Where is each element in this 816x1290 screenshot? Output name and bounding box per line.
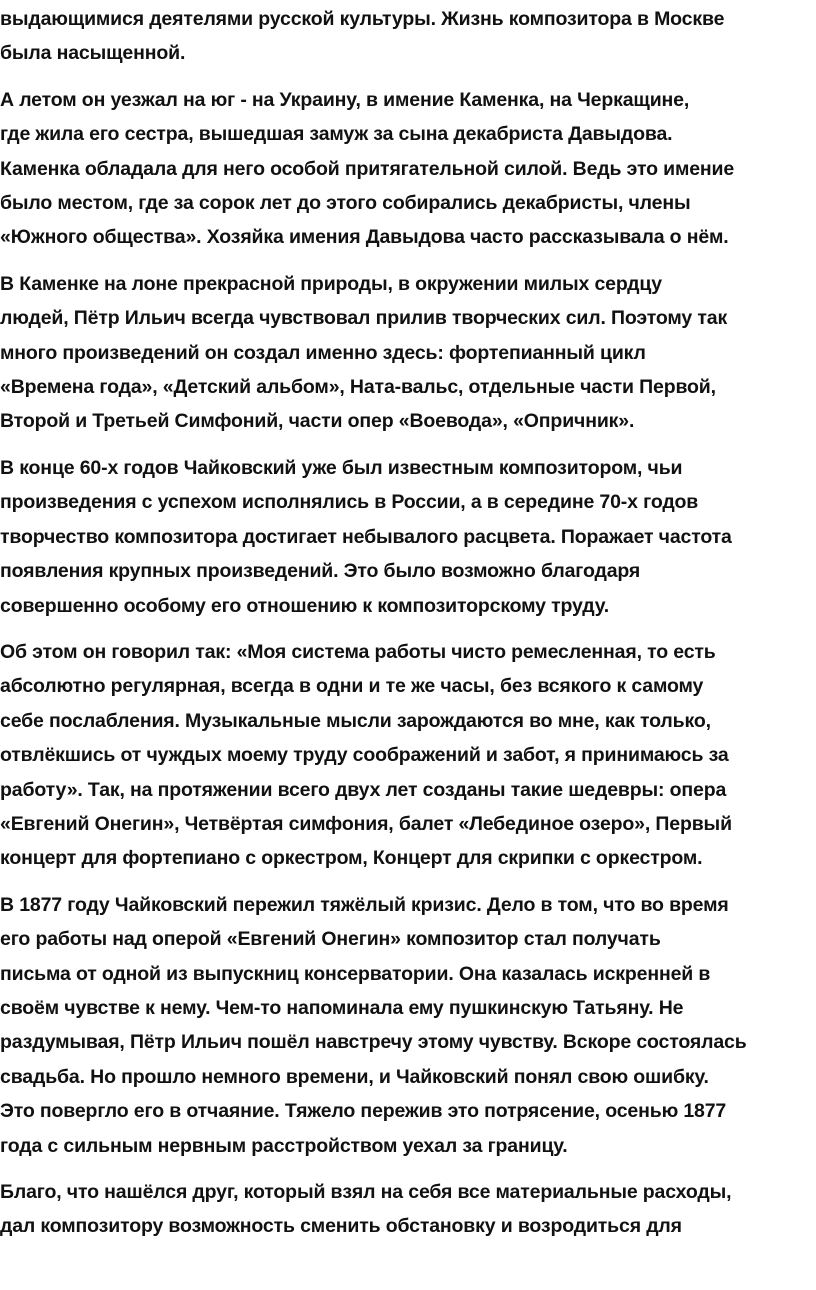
paragraph-1 — [0, 2, 814, 71]
text-line: людей, Пётр Ильич всегда чувствовал прилив творческих сил. Поэтому так — [0, 307, 728, 330]
text-line: было местом, где за сорок лет до этого собирались декабристы, члены — [0, 192, 691, 215]
text-line: своём чувстве к нему. Чем-то напоминала ему пушкинскую Татьяну. Не — [0, 996, 684, 1019]
text-line: Второй и Третьей Симфоний, части опер «Воевода», «Опричник». — [0, 410, 635, 433]
text-line: абсолютно регулярная, всегда в одни и те же часы, без всякого к самому — [0, 675, 704, 698]
text-line: работу». Так, на протяжении всего двух лет созданы такие шедевры: опера — [0, 778, 727, 801]
text-line: Каменка обладала для него особой притягательной силой. Ведь это имение — [0, 157, 735, 180]
text-line: себе послабления. Музыкальные мысли зарождаются во мне, как только, — [0, 709, 711, 732]
text-line: Об этом он говорил так: «Моя система работы чисто ремесленная, то есть — [0, 640, 716, 663]
paragraph-3 — [0, 267, 814, 439]
text-line: выдающимися деятелями русской культуры. Жизнь композитора в Москве — [0, 8, 725, 30]
text-line: творчество композитора достигает небывалого расцвета. Поражает частота — [0, 525, 732, 548]
paragraph-2 — [0, 83, 814, 255]
text-line: «Времена года», «Детский альбом», Ната-вальс, отдельные части Первой, — [0, 376, 716, 399]
paragraph-5 — [0, 635, 814, 876]
text-line: В конце 60-х годов Чайковский уже был известным композитором, чьи — [0, 456, 683, 479]
paragraph-4 — [0, 451, 814, 623]
text-line: В 1877 году Чайковский пережил тяжёлый кризис. Дело в том, что во время — [0, 893, 729, 916]
text-line: года с сильным нервным расстройством уехал за границу. — [0, 1134, 568, 1157]
text-line: В Каменке на лоне прекрасной природы, в окружении милых сердцу — [0, 272, 662, 295]
text-line: дал композитору возможность сменить обстановку и возродиться для — [0, 1215, 682, 1238]
text-line: где жила его сестра, вышедшая замуж за сына декабриста Давыдова. — [0, 123, 673, 146]
text-line: свадьба. Но прошло немного времени, и Чайковский понял свою ошибку. — [0, 1065, 709, 1088]
paragraph-7 — [0, 1175, 814, 1244]
text-line: произведения с успехом исполнялись в России, а в середине 70-х годов — [0, 491, 699, 514]
text-line: Это повергло его в отчаяние. Тяжело пережив это потрясение, осенью 1877 — [0, 1100, 727, 1123]
text-line: раздумывая, Пётр Ильич пошёл навстречу этому чувству. Вскоре состоялась — [0, 1031, 747, 1054]
text-line: концерт для фортепиано с оркестром, Концерт для скрипки с оркестром. — [0, 847, 703, 870]
text-line: «Южного общества». Хозяйка имения Давыдова часто рассказывала о нём. — [0, 226, 729, 249]
text-line: А летом он уезжал на юг - на Украину, в имение Каменка, на Черкащине, — [0, 88, 690, 111]
text-line: отвлёкшись от чуждых моему труду соображений и забот, я принимаюсь за — [0, 744, 729, 767]
text-line: была насыщенной. — [0, 42, 186, 65]
paragraph-6 — [0, 888, 814, 1163]
text-line: совершенно особому его отношению к композиторскому труду. — [0, 594, 609, 617]
text-line: много произведений он создал именно здесь: фортепианный цикл — [0, 341, 646, 364]
text-line: его работы над оперой «Евгений Онегин» композитор стал получать — [0, 928, 661, 951]
text-line: письма от одной из выпускниц консерватории. Она казалась искренней в — [0, 962, 711, 985]
text-line: появления крупных произведений. Это было возможно благодаря — [0, 560, 641, 583]
text-line: «Евгений Онегин», Четвёртая симфония, балет «Лебединое озеро», Первый — [0, 812, 732, 835]
text-line: Благо, что нашёлся друг, который взял на себя все материальные расходы, — [0, 1181, 732, 1203]
